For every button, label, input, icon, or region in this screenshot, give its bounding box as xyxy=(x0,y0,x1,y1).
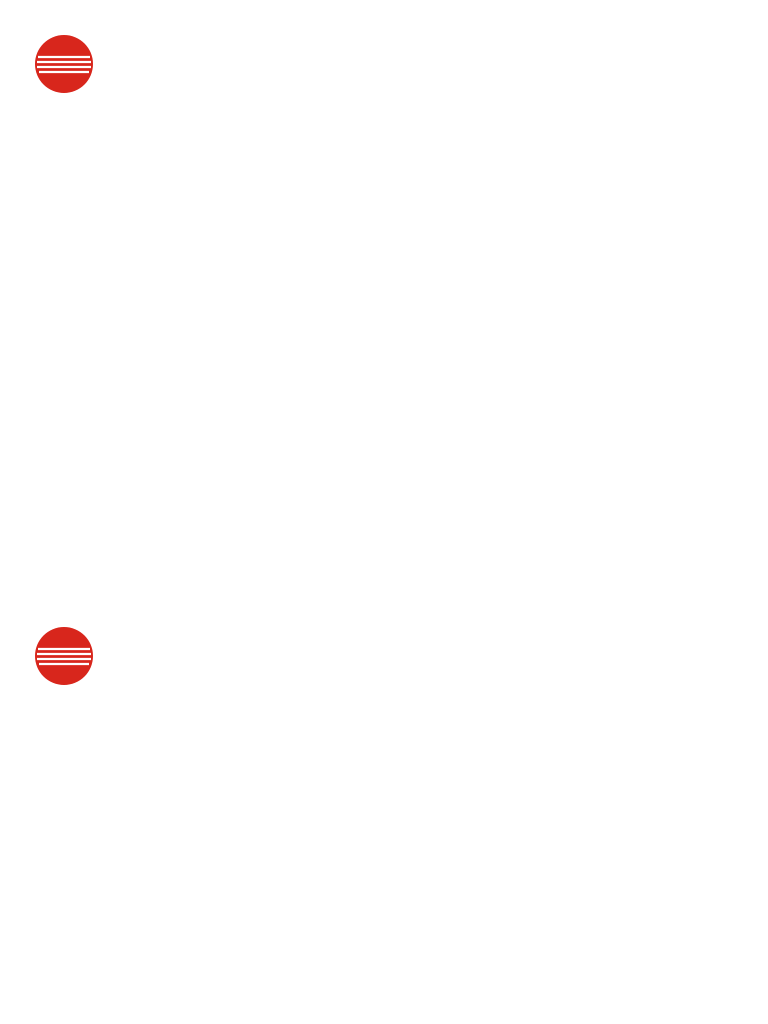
trane-logo-2 xyxy=(34,626,224,686)
trane-globe-icon xyxy=(34,34,96,96)
psychrometric-chart-si xyxy=(0,600,768,1024)
chart-header xyxy=(34,140,52,143)
trane-globe-icon xyxy=(34,626,96,688)
chart-header-2 xyxy=(34,730,52,733)
trane-logo xyxy=(34,34,224,94)
